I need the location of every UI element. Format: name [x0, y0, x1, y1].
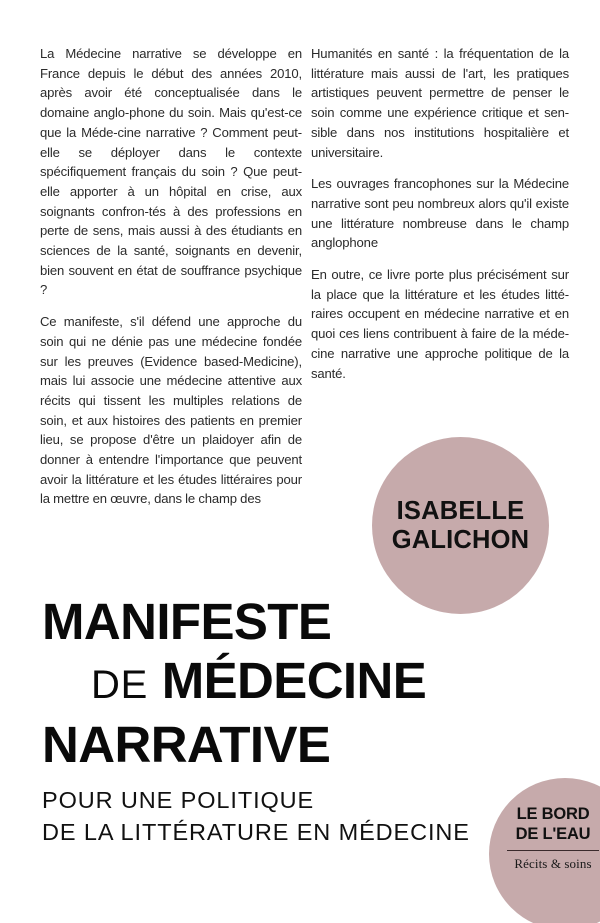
blurb-right-column	[311, 44, 569, 383]
title-word-medecine: MÉDECINE	[161, 652, 427, 709]
blurb-paragraph: En outre, ce livre porte plus précisément sur la place que la littérature et les études litté-raires occupent en médecine narrative et en quoi ces liens contribuent à faire de la méde-cine narrative une approche politique de la santé.	[311, 267, 569, 381]
publisher-divider	[507, 850, 599, 851]
author-last-name: GALICHON	[391, 525, 530, 554]
author-medallion	[372, 437, 549, 614]
publisher-collection-tagline: Récits & soins	[514, 856, 592, 871]
publisher-name-line-1: LE BORD	[516, 805, 590, 823]
subtitle-line-2: DE LA LITTÉRATURE EN MÉDECINE	[42, 819, 470, 845]
publisher-name-line-2: DE L'EAU	[515, 824, 591, 843]
blurb-paragraph: Les ouvrages francophones sur la Médecine narrative sont peu nombreux alors qu'il existe une littérature nombreuse dans le champ anglophone	[311, 176, 569, 251]
blurb-paragraph: Ce manifeste, s'il défend une approche du soin qui ne dénie pas une médecine fondée sur les preuves (Evidence based-Medicine), mais lui associe une médecine attentive aux récits qui tissent les multiples relations de soin, et aux histoires des patients en premier lieu, se propose d'être un plaidoyer afin de donner à entendre l'importance que peuvent avoir la littérature et les études littéraires pour la mettre en œuvre, dans le champ des	[40, 314, 302, 507]
subtitle-line-1: POUR UNE POLITIQUE	[42, 787, 315, 813]
author-first-name: ISABELLE	[396, 496, 525, 525]
title-line-3: NARRATIVE	[42, 716, 331, 773]
title-line-1: MANIFESTE	[42, 593, 332, 650]
title-word-de: DE	[91, 663, 149, 707]
blurb-left-column	[40, 44, 302, 509]
blurb-paragraph: La Médecine narrative se développe en France depuis le début des années 2010, après avoir été conceptualisée dans le domaine anglo-phone du soin. Mais qu'est-ce que la Méde-cine narrative ? Comment peut-elle se déployer dans le contexte spécifiquement français du soin ? Que peut-elle apporter à un hôpital en crise, aux soignants confron-tés à des professions en perte de sens, mais aussi à des étudiants en sciences de la santé, soignants en devenir, bien souvent en état de souffrance psychique ?	[40, 46, 302, 298]
publisher-logo-inner	[503, 805, 600, 872]
blurb-paragraph: Humanités en santé : la fréquentation de la littérature mais aussi de l'art, les pratiques artistiques peuvent permettre de penser le soin comme une expérience critique et sen-sible dans nos institutions hospitalière et universitaire.	[311, 46, 569, 160]
title-line-2	[42, 651, 562, 715]
book-subtitle	[42, 784, 512, 848]
book-title	[42, 592, 562, 774]
